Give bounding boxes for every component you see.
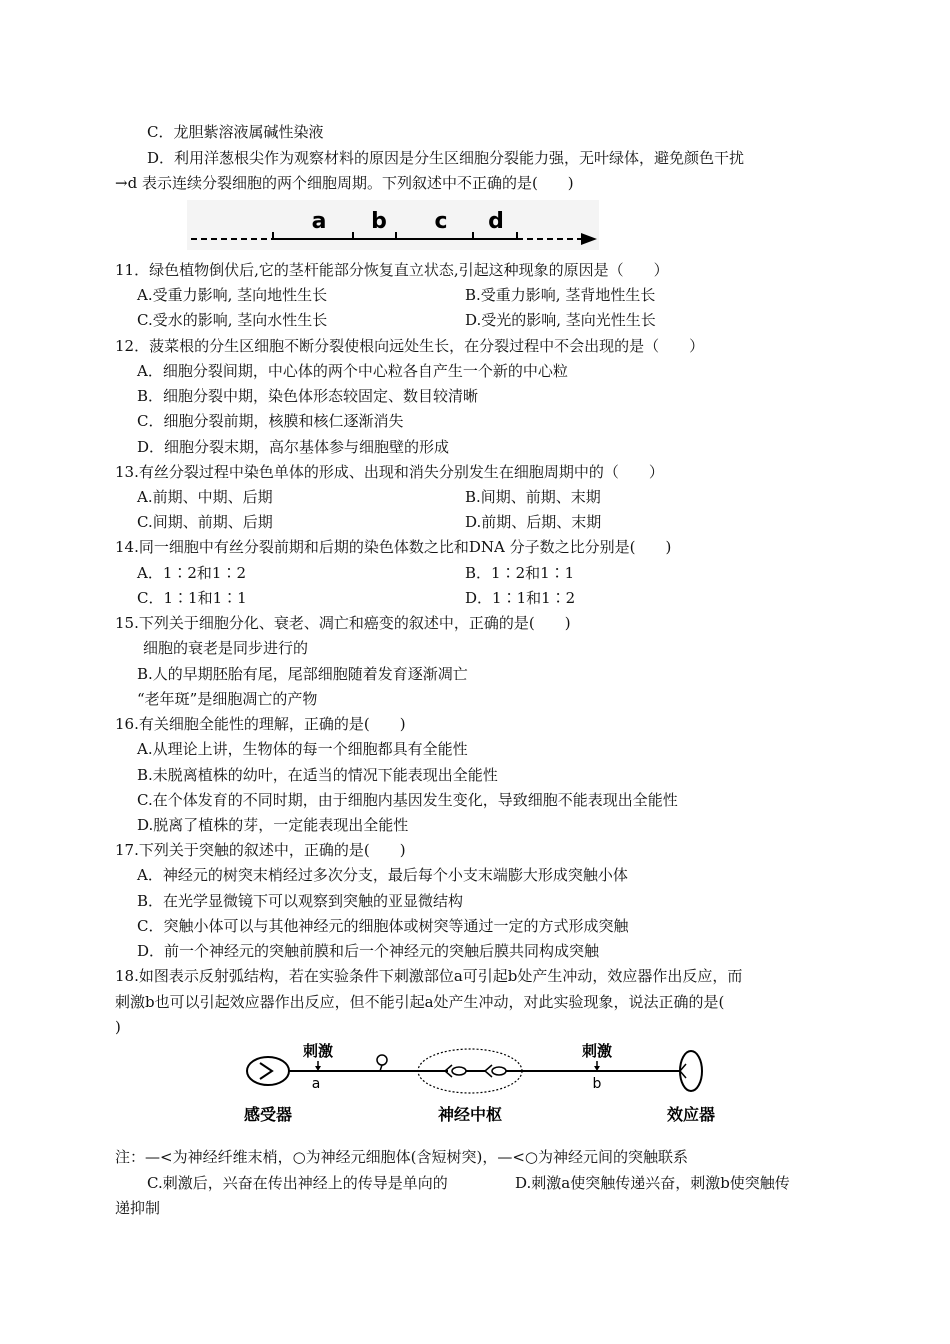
q12-stem: 12．菠菜根的分生区细胞不断分裂使根向远处生长，在分裂过程中不会出现的是（ ） bbox=[115, 337, 705, 355]
option-d-line: D．利用洋葱根尖作为观察材料的原因是分生区细胞分裂能力强，无叶绿体，避免颜色干扰 bbox=[147, 149, 745, 167]
stimulus-a-label: 刺激 bbox=[302, 1042, 334, 1060]
q18-note: 注：—<为神经纤维末梢，○为神经元细胞体(含短树突)，—<○为神经元间的突触联系 bbox=[115, 1148, 689, 1166]
q16-stem: 16.有关细胞全能性的理解，正确的是( ) bbox=[115, 715, 406, 733]
q18-stem-line-3: ) bbox=[115, 1018, 121, 1036]
q18-stem-line-1: 18.如图表示反射弧结构，若在实验条件下刺激部位a可引起b处产生冲动，效应器作出反应，而 bbox=[115, 967, 743, 985]
q17-option-a: A．神经元的树突末梢经过多次分支，最后每个小支末端膨大形成突触小体 bbox=[137, 866, 628, 884]
effector-label: 效应器 bbox=[666, 1105, 716, 1124]
q16-option-a: A.从理论上讲，生物体的每一个细胞都具有全能性 bbox=[137, 740, 468, 758]
point-a-label: a bbox=[311, 1076, 321, 1092]
q14-option-d: D．1∶1和1∶2 bbox=[465, 589, 576, 607]
q14-stem: 14.同一细胞中有丝分裂前期和后期的染色体数之比和DNA 分子数之比分别是( ) bbox=[115, 538, 672, 556]
q12-option-a: A．细胞分裂间期，中心体的两个中心粒各自产生一个新的中心粒 bbox=[137, 362, 568, 380]
afferent-cell-body bbox=[377, 1055, 387, 1065]
q13-option-b: B.间期、前期、末期 bbox=[465, 488, 601, 506]
q15-option-b: B.人的早期胚胎有尾，尾部细胞随着发育逐渐凋亡 bbox=[137, 665, 468, 683]
effector-shape bbox=[680, 1051, 702, 1091]
label-b: b bbox=[371, 209, 387, 234]
reflex-arc-diagram bbox=[230, 1040, 730, 1128]
interneuron-body-2 bbox=[492, 1067, 506, 1075]
q17-stem: 17.下列关于突触的叙述中，正确的是( ) bbox=[115, 841, 406, 859]
q11-option-c: C.受水的影响, 茎向水性生长 bbox=[137, 311, 328, 329]
q17-option-d: D．前一个神经元的突触前膜和后一个神经元的突触后膜共同构成突触 bbox=[137, 942, 600, 960]
q18-option-d-line-2: 递抑制 bbox=[115, 1199, 161, 1217]
q17-option-c: C．突触小体可以与其他神经元的细胞体或树突等通过一定的方式形成突触 bbox=[137, 917, 629, 935]
label-d: d bbox=[488, 209, 504, 234]
synapse-ending-2 bbox=[485, 1065, 492, 1077]
q13-option-d: D.前期、后期、末期 bbox=[465, 513, 602, 531]
q15-stem: 15.下列关于细胞分化、衰老、凋亡和癌变的叙述中，正确的是( ) bbox=[115, 614, 571, 632]
receptor-label: 感受器 bbox=[243, 1105, 293, 1124]
q11-option-a: A.受重力影响, 茎向地性生长 bbox=[137, 286, 328, 304]
stimulus-b-label: 刺激 bbox=[581, 1042, 613, 1060]
q16-option-b: B.未脱离植株的幼叶，在适当的情况下能表现出全能性 bbox=[137, 766, 498, 784]
q15-line-3: “老年斑”是细胞凋亡的产物 bbox=[137, 690, 318, 708]
q18-stem-line-2: 刺激b也可以引起效应器作出反应，但不能引起a处产生冲动，对此实验现象，说法正确的是( bbox=[115, 993, 725, 1011]
q14-option-a: A．1∶2和1∶2 bbox=[137, 564, 247, 582]
q17-option-b: B．在光学显微镜下可以观察到突触的亚显微结构 bbox=[137, 892, 464, 910]
synapse-ending-1 bbox=[445, 1065, 452, 1077]
q12-option-b: B．细胞分裂中期，染色体形态较固定、数目较清晰 bbox=[137, 387, 479, 405]
interneuron-body-1 bbox=[452, 1067, 466, 1075]
q16-option-d: D.脱离了植株的芽，一定能表现出全能性 bbox=[137, 816, 409, 834]
q15-line-1: 细胞的衰老是同步进行的 bbox=[143, 639, 309, 657]
q18-option-d-line-1: D.刺激a使突触传递兴奋，刺激b使突触传 bbox=[515, 1174, 790, 1192]
receptor-ending bbox=[260, 1063, 272, 1079]
q11-stem: 11．绿色植物倒伏后,它的茎杆能部分恢复直立状态,引起这种现象的原因是（ ） bbox=[115, 261, 669, 279]
q11-option-d: D.受光的影响, 茎向光性生长 bbox=[465, 311, 656, 329]
q13-stem: 13.有丝分裂过程中染色单体的形成、出现和消失分别发生在细胞周期中的（ ） bbox=[115, 463, 664, 481]
nerve-center-label: 神经中枢 bbox=[437, 1105, 503, 1124]
question-10-tail: →d 表示连续分裂细胞的两个细胞周期。下列叙述中不正确的是( ) bbox=[115, 174, 574, 192]
q11-option-b: B.受重力影响, 茎背地性生长 bbox=[465, 286, 656, 304]
receptor-shape bbox=[247, 1057, 289, 1085]
point-b-label: b bbox=[592, 1076, 602, 1092]
q13-option-c: C.间期、前期、后期 bbox=[137, 513, 273, 531]
label-c: c bbox=[434, 209, 448, 234]
option-c-line: C．龙胆紫溶液属碱性染液 bbox=[147, 123, 324, 141]
q16-option-c: C.在个体发育的不同时期，由于细胞内基因发生变化，导致细胞不能表现出全能性 bbox=[137, 791, 678, 809]
q14-option-c: C．1∶1和1∶1 bbox=[137, 589, 247, 607]
q18-option-c: C.刺激后，兴奋在传出神经上的传导是单向的 bbox=[147, 1174, 448, 1192]
q13-option-a: A.前期、中期、后期 bbox=[137, 488, 273, 506]
q12-option-d: D．细胞分裂末期，高尔基体参与细胞壁的形成 bbox=[137, 438, 450, 456]
q12-option-c: C．细胞分裂前期，核膜和核仁逐渐消失 bbox=[137, 412, 404, 430]
label-a: a bbox=[311, 209, 327, 234]
q14-option-b: B．1∶2和1∶1 bbox=[465, 564, 575, 582]
cell-cycle-diagram bbox=[183, 198, 603, 254]
